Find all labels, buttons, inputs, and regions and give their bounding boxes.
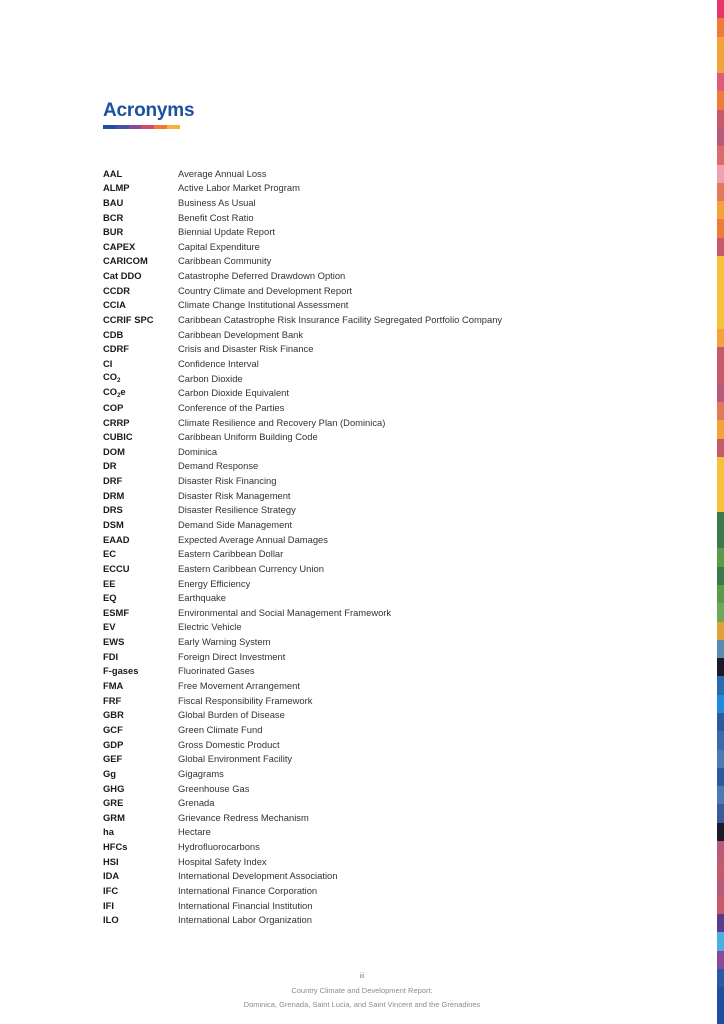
edge-strip-segment — [717, 658, 724, 676]
acronym-definition: Earthquake — [178, 592, 226, 604]
acronym-definition: Benefit Cost Ratio — [178, 211, 254, 223]
acronym-definition: Fiscal Responsibility Framework — [178, 694, 313, 706]
acronym-row — [103, 356, 663, 371]
acronym-row — [103, 737, 663, 752]
acronym-definition: Disaster Risk Management — [178, 489, 291, 501]
acronym-term-subscript: 2 — [117, 378, 121, 385]
edge-strip-segment — [717, 110, 724, 128]
acronym-definition: Active Labor Market Program — [178, 182, 300, 194]
acronym-term: IFI — [103, 899, 114, 911]
edge-strip-segment — [717, 823, 724, 841]
acronym-definition: Caribbean Community — [178, 255, 272, 267]
acronym-term: ALMP — [103, 182, 130, 194]
acronym-term: EE — [103, 577, 116, 589]
acronym-term: DR — [103, 460, 117, 472]
edge-strip-segment — [717, 750, 724, 768]
acronym-definition: Grenada — [178, 797, 215, 809]
acronym-term: GRM — [103, 811, 125, 823]
acronym-row — [103, 722, 663, 737]
acronym-definition: Foreign Direct Investment — [178, 650, 286, 662]
acronym-term: ESMF — [103, 606, 130, 618]
edge-strip-segment — [717, 439, 724, 457]
edge-strip-segment — [717, 256, 724, 274]
title-rule-segment — [116, 125, 129, 129]
acronym-definition: Demand Response — [178, 460, 259, 472]
acronym-definition: Gigagrams — [178, 767, 224, 779]
acronym-term: EV — [103, 621, 116, 633]
acronym-row — [103, 459, 663, 474]
acronym-definition: Caribbean Catastrophe Risk Insurance Facility Segregated Portfolio Company — [178, 314, 503, 326]
edge-strip-segment — [717, 37, 724, 55]
edge-strip-segment — [717, 91, 724, 109]
acronym-row — [103, 561, 663, 576]
acronym-definition: Gross Domestic Product — [178, 738, 280, 750]
acronym-term: CCDR — [103, 284, 131, 296]
acronym-term: FDI — [103, 650, 119, 662]
acronym-row — [103, 239, 663, 254]
acronym-definition: Grievance Redress Mechanism — [178, 811, 309, 823]
acronym-definition: Biennial Update Report — [178, 226, 275, 238]
acronym-term: GBR — [103, 709, 124, 721]
acronym-row — [103, 532, 663, 547]
acronym-term: DOM — [103, 445, 125, 457]
edge-strip-segment — [717, 238, 724, 256]
acronym-row — [103, 708, 663, 723]
acronym-row — [103, 635, 663, 650]
acronym-row — [103, 576, 663, 591]
acronym-row — [103, 810, 663, 825]
acronym-term: GCF — [103, 723, 123, 735]
acronym-row — [103, 517, 663, 532]
acronym-row — [103, 839, 663, 854]
acronym-term-suffix: e — [120, 385, 126, 397]
acronym-term: IDA — [103, 870, 120, 882]
edge-strip-segment — [717, 713, 724, 731]
acronym-term: GEF — [103, 753, 123, 765]
page-title: Acronyms — [103, 100, 195, 121]
edge-strip-segment — [717, 311, 724, 329]
acronym-row — [103, 591, 663, 606]
acronym-row — [103, 283, 663, 298]
edge-strip-segment — [717, 695, 724, 713]
acronym-definition: International Development Association — [178, 870, 338, 882]
edge-strip-segment — [717, 603, 724, 621]
acronym-row — [103, 473, 663, 488]
edge-strip-segment — [717, 347, 724, 365]
acronym-term: FRF — [103, 694, 122, 706]
title-rule-segment — [167, 125, 180, 129]
edge-strip-segment — [717, 201, 724, 219]
edge-strip-segment — [717, 548, 724, 566]
acronym-term: IFC — [103, 885, 119, 896]
acronym-definition: Energy Efficiency — [178, 577, 251, 589]
acronym-term: HSI — [103, 855, 119, 867]
acronym-term: DRS — [103, 504, 123, 516]
acronym-definition: Green Climate Fund — [178, 723, 263, 735]
edge-strip-segment — [717, 384, 724, 402]
acronym-definition: Disaster Resilience Strategy — [178, 504, 296, 516]
footer-report-subtitle: Dominica, Grenada, Saint Lucia, and Saint Vincent and the Grenadines — [243, 1000, 481, 1009]
acronym-row — [103, 825, 663, 840]
acronym-definition: Country Climate and Development Report — [178, 284, 353, 296]
acronym-term: EQ — [103, 592, 117, 604]
acronym-definition: Confidence Interval — [178, 357, 259, 369]
edge-strip-segment — [717, 676, 724, 694]
acronym-row — [103, 371, 663, 386]
edge-strip-segment — [717, 585, 724, 603]
acronym-term: CAPEX — [103, 240, 136, 252]
acronym-row — [103, 664, 663, 679]
acronym-term: EWS — [103, 636, 125, 648]
acronym-definition: Environmental and Social Management Framework — [178, 606, 392, 618]
acronym-definition: Hydrofluorocarbons — [178, 841, 260, 853]
acronym-row — [103, 312, 663, 327]
acronym-definition: Crisis and Disaster Risk Finance — [178, 343, 314, 355]
acronym-row — [103, 181, 663, 196]
acronym-term — [103, 387, 178, 399]
edge-strip-segment — [717, 914, 724, 932]
acronym-definition: Average Annual Loss — [178, 167, 267, 179]
title-rule-segment — [154, 125, 167, 129]
acronym-row — [103, 430, 663, 445]
acronym-term: AAL — [103, 167, 123, 179]
edge-strip-segment — [717, 128, 724, 146]
acronym-term: Gg — [103, 767, 117, 779]
acronym-row — [103, 386, 663, 401]
acronym-definition: Eastern Caribbean Currency Union — [178, 562, 324, 574]
edge-strip-segment — [717, 896, 724, 914]
acronym-definition: Disaster Risk Financing — [178, 475, 277, 487]
acronym-row — [103, 869, 663, 884]
acronym-row — [103, 400, 663, 415]
acronym-row — [103, 913, 663, 928]
acronym-row — [103, 898, 663, 913]
acronym-definition: Global Burden of Disease — [178, 709, 285, 721]
acronym-term: DSM — [103, 518, 124, 530]
acronym-term: GHG — [103, 782, 125, 794]
acronym-term: CCIA — [103, 299, 126, 311]
edge-strip-segment — [717, 274, 724, 292]
acronym-row — [103, 503, 663, 518]
edge-strip-segment — [717, 18, 724, 36]
acronym-definition: Demand Side Management — [178, 518, 293, 530]
acronym-definition: Climate Resilience and Recovery Plan (Dominica) — [178, 416, 386, 428]
acronym-definition: Early Warning System — [178, 636, 271, 648]
acronym-definition: Caribbean Development Bank — [178, 328, 304, 340]
edge-strip-segment — [717, 731, 724, 749]
acronym-definition: Carbon Dioxide Equivalent — [178, 387, 290, 399]
acronym-definition: Expected Average Annual Damages — [178, 533, 328, 545]
edge-strip-segment — [717, 567, 724, 585]
edge-strip-segment — [717, 366, 724, 384]
acronym-term: CDRF — [103, 343, 130, 355]
acronym-row — [103, 547, 663, 562]
acronym-definition: Free Movement Arrangement — [178, 680, 300, 692]
acronym-term: CARICOM — [103, 255, 148, 267]
acronym-term: CI — [103, 357, 113, 369]
edge-strip-segment — [717, 219, 724, 237]
acronym-row — [103, 854, 663, 869]
title-rule-segment — [103, 125, 116, 129]
acronym-term: ECCU — [103, 562, 130, 574]
footer-page-number: iii — [359, 971, 365, 980]
edge-strip-segment — [717, 73, 724, 91]
edge-strip-segment — [717, 402, 724, 420]
acronym-row — [103, 254, 663, 269]
acronym-term-base: CO — [103, 385, 118, 397]
acronym-definition: Hectare — [178, 826, 211, 838]
acronym-definition: Eastern Caribbean Dollar — [178, 548, 284, 560]
acronym-row — [103, 766, 663, 781]
acronym-definition: Capital Expenditure — [178, 240, 260, 252]
acronym-definition: Dominica — [178, 445, 218, 457]
acronym-row — [103, 649, 663, 664]
acronym-list — [103, 166, 663, 927]
acronym-definition: Global Environment Facility — [178, 753, 293, 765]
acronym-term-subscript: 2 — [117, 392, 121, 399]
acronym-term: HFCs — [103, 841, 128, 853]
edge-strip-segment — [717, 494, 724, 512]
acronym-definition: Conference of the Parties — [178, 401, 285, 413]
edge-strip-segment — [717, 768, 724, 786]
title-rule-segment — [141, 125, 154, 129]
acronym-row — [103, 693, 663, 708]
acronym-row — [103, 195, 663, 210]
acronym-row — [103, 444, 663, 459]
edge-strip-segment — [717, 951, 724, 969]
edge-strip-segment — [717, 640, 724, 658]
edge-strip-segment — [717, 165, 724, 183]
edge-strip-segment — [717, 622, 724, 640]
edge-strip-segment — [717, 420, 724, 438]
acronym-term: BUR — [103, 226, 124, 238]
edge-strip-segment — [717, 530, 724, 548]
acronym-term: BCR — [103, 211, 124, 223]
edge-strip-segment — [717, 859, 724, 877]
edge-strip-segment — [717, 804, 724, 822]
acronym-row — [103, 210, 663, 225]
edge-strip-segment — [717, 55, 724, 73]
edge-strip-segment — [717, 183, 724, 201]
acronym-row — [103, 781, 663, 796]
acronym-row — [103, 752, 663, 767]
edge-strip-segment — [717, 786, 724, 804]
acronym-definition: Electric Vehicle — [178, 621, 242, 633]
acronym-definition: Catastrophe Deferred Drawdown Option — [178, 270, 346, 282]
acronym-definition: Greenhouse Gas — [178, 782, 250, 794]
acronym-term: ILO — [103, 914, 119, 926]
acronym-row — [103, 678, 663, 693]
acronym-term: CRRP — [103, 416, 130, 428]
edge-strip-segment — [717, 293, 724, 311]
acronym-row — [103, 796, 663, 811]
edge-strip-segment — [717, 878, 724, 896]
acronym-definition: Caribbean Uniform Building Code — [178, 431, 318, 443]
edge-strip-segment — [717, 329, 724, 347]
acronym-row — [103, 415, 663, 430]
acronym-term: Cat DDO — [103, 270, 142, 282]
acronym-term: CDB — [103, 328, 124, 340]
acronym-term: DRM — [103, 489, 125, 501]
edge-strip-segment — [717, 146, 724, 164]
acronym-row — [103, 488, 663, 503]
acronym-term: DRF — [103, 475, 123, 487]
edge-strip-segment — [717, 0, 724, 18]
acronym-term: GDP — [103, 738, 124, 750]
acronym-term: EAAD — [103, 533, 130, 545]
acronym-row — [103, 342, 663, 357]
acronym-row — [103, 166, 663, 181]
acronym-row — [103, 605, 663, 620]
acronym-row — [103, 225, 663, 240]
acronym-definition: Hospital Safety Index — [178, 855, 267, 867]
edge-strip-segment — [717, 475, 724, 493]
acronym-row — [103, 327, 663, 342]
acronym-definition: Carbon Dioxide — [178, 372, 243, 384]
edge-strip-segment — [717, 932, 724, 950]
acronym-row — [103, 298, 663, 313]
acronym-definition: International Financial Institution — [178, 899, 313, 911]
acronym-definition: International Finance Corporation — [178, 885, 318, 896]
acronym-definition: International Labor Organization — [178, 914, 312, 926]
acronym-term: GRE — [103, 797, 124, 809]
acronym-term: ha — [103, 826, 114, 838]
edge-strip-segment — [717, 512, 724, 530]
acronym-row — [103, 620, 663, 635]
acronym-term — [103, 372, 178, 384]
edge-strip-segment — [717, 841, 724, 859]
acronym-definition: Fluorinated Gases — [178, 665, 255, 677]
acronym-term: CUBIC — [103, 431, 133, 443]
acronym-row — [103, 268, 663, 283]
acronym-term: CCRIF SPC — [103, 314, 154, 326]
title-gradient-rule — [103, 125, 180, 129]
footer-report-title: Country Climate and Development Report: — [291, 986, 433, 995]
acronym-row — [103, 883, 663, 898]
title-rule-segment — [129, 125, 142, 129]
acronym-term: BAU — [103, 196, 124, 208]
edge-color-strip — [717, 0, 724, 1024]
acronym-term: COP — [103, 401, 124, 413]
acronym-definition: Business As Usual — [178, 196, 256, 208]
acronym-definition: Climate Change Institutional Assessment — [178, 299, 349, 311]
acronym-term-base: CO — [103, 371, 118, 383]
edge-strip-segment — [717, 457, 724, 475]
acronym-term: F-gases — [103, 665, 139, 677]
acronym-term: FMA — [103, 680, 124, 692]
acronym-term: EC — [103, 548, 117, 560]
